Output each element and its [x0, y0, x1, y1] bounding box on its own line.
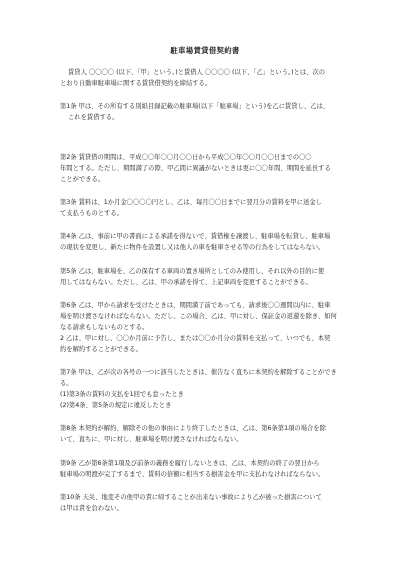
article-9: [60, 458, 360, 480]
article-line: なる請求もしないものとする。: [60, 324, 149, 331]
article-line: (2)第4条、第5条の規定に違反したとき: [60, 402, 172, 409]
article-line: 第3条 賃料は、1か月金〇〇〇〇円とし、乙は、毎月〇〇日までに翌月分の賃料を甲に送金し: [60, 199, 322, 206]
article-line: 約を解約することができる。: [60, 346, 142, 353]
article-10: [60, 492, 360, 514]
article-2: [60, 152, 360, 185]
article-line: の現状を変更し、新たに物件を設置し又は他人の車を駐車させる等の行為をしてはならない。: [60, 244, 325, 251]
article-1: [60, 101, 360, 123]
article-line: 第2条 賃貸借の期間は、平成〇〇年〇〇月〇〇日から平成〇〇年〇〇月〇〇日までの〇〇: [60, 154, 312, 161]
article-line: 年間とする。ただし、期間満了の際、甲乙間に異議がないときは更に〇〇年間、期間を延長する: [60, 165, 331, 172]
article-line: いて、直ちに、甲に対し、駐車場を明け渡さなければならない。: [60, 436, 243, 443]
article-line: 2 乙は、甲に対し、〇〇か月前に予告し、または〇〇か月分の賃料を支払って、いつでも、本契: [60, 335, 331, 342]
intro-line: とおり自動車駐車場に関する賃貸借契約を締結する。: [60, 80, 212, 87]
article-line: 用してはならない。ただし、乙は、甲の承諾を得て、上記車両を変更することができる。: [60, 279, 312, 286]
article-line: 第7条 甲は、乙が次の各号の一つに該当したときは、催告なく直ちに本契約を解除することができ: [60, 369, 337, 376]
article-line: 第4条 乙は、事前に甲の書面による承諾を得ないで、賃借権を譲渡し、駐車場を転貸し、駐車場: [60, 233, 331, 240]
article-8: [60, 423, 360, 445]
article-5: [60, 266, 360, 288]
intro-paragraph: [60, 67, 360, 89]
article-line: は甲は責を負わない。: [60, 505, 123, 512]
article-6: [60, 300, 360, 355]
article-3: [60, 197, 360, 219]
article-line: 第1条 甲は、その所有する別紙目録記載の駐車場(以下「駐車場」という)を乙に賃貸し、乙は、: [60, 103, 330, 110]
article-line: 第10条 天災、地変その他甲の責に帰することが出来ない事故により乙が被った損害について: [60, 494, 322, 501]
document-title: 駐車場賃貸借契約書: [170, 46, 240, 55]
article-line: ことができる。: [60, 176, 105, 183]
article-line: る。: [60, 380, 73, 387]
article-line: 第6条 乙は、甲から請求を受けたときは、期間満了前であっても、請求後〇〇週間以内に、駐車: [60, 302, 331, 309]
article-line: (1)第3条の賃料の支払を1回でも怠ったとき: [60, 391, 184, 398]
article-4: [60, 231, 360, 253]
article-line: 第5条 乙は、駐車場を、乙の保有する車両の置き場所としてのみ使用し、それ以外の目的に使: [60, 268, 325, 275]
article-line: 第8条 本契約が解約、解除その他の事由により終了したときは、乙は、第6条第1項の場合を除: [60, 425, 326, 432]
article-7: [60, 367, 360, 411]
article-line: 第9条 乙が第6条第1項及び前条の義務を履行しないときは、乙は、本契約の終了の翌日から: [60, 460, 320, 467]
article-line: て支払うものとする。: [60, 210, 123, 217]
article-line: 場を明け渡さなければならない。ただし、この場合、乙は、甲に対し、保証金の返還を除き、如何: [60, 313, 337, 320]
article-line: これを賃借する。: [68, 114, 119, 121]
article-line: 駐車場の明渡が完了するまで、賃料の倍額に相当する損害金を甲に支払わなければならない。: [60, 471, 325, 478]
intro-line: 賃貸人 〇〇〇〇 (以下、「甲」という。)と賃借人 〇〇〇〇 (以下、「乙」という。)とは、次の: [68, 69, 326, 76]
